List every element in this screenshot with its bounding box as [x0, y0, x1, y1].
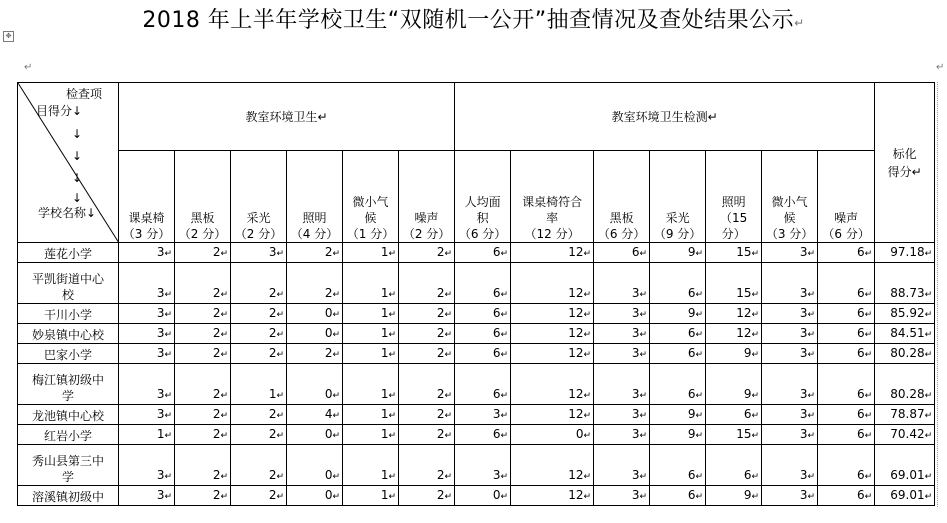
score-cell: 3↵ — [594, 324, 650, 344]
standardized-score-cell: 80.28↵ — [875, 344, 935, 364]
score-cell: 3↵ — [762, 445, 818, 486]
score-cell: 0↵ — [287, 364, 343, 405]
score-cell: 0↵ — [287, 486, 343, 506]
score-cell: 2↵ — [399, 364, 455, 405]
score-cell: 4↵ — [287, 405, 343, 425]
inspection-results-table — [17, 82, 935, 506]
score-cell: 3↵ — [594, 425, 650, 445]
score-cell: 1↵ — [343, 263, 399, 304]
standardized-score-cell: 84.51↵ — [875, 324, 935, 344]
table-row — [18, 364, 935, 405]
table-row — [18, 486, 935, 506]
score-cell: 2↵ — [399, 263, 455, 304]
score-cell: 3↵ — [119, 405, 175, 425]
school-name-cell: 平凯街道中心 校 — [18, 263, 119, 304]
score-cell: 2↵ — [231, 263, 287, 304]
score-cell: 3↵ — [594, 304, 650, 324]
score-cell: 9↵ — [650, 243, 706, 263]
score-cell: 3↵ — [119, 344, 175, 364]
score-cell: 6↵ — [706, 405, 762, 425]
paragraph-mark: ↵ — [936, 62, 945, 73]
score-cell: 2↵ — [231, 304, 287, 324]
table-row — [18, 304, 935, 324]
score-cell: 3↵ — [594, 486, 650, 506]
school-name-cell: 干川小学 — [18, 304, 119, 324]
score-cell: 12↵ — [511, 263, 594, 304]
score-cell: 2↵ — [287, 243, 343, 263]
score-cell: 12↵ — [511, 304, 594, 324]
score-cell: 6↵ — [650, 364, 706, 405]
score-cell: 2↵ — [175, 344, 231, 364]
column-header: 课桌椅符合 率 （12 分） — [511, 151, 594, 243]
score-cell: 15↵ — [706, 243, 762, 263]
table-move-handle-icon[interactable]: ✥ — [3, 31, 14, 42]
standardized-score-cell: 85.92↵ — [875, 304, 935, 324]
column-header: 照明 （4 分） — [287, 151, 343, 243]
score-cell: 1↵ — [343, 486, 399, 506]
score-cell: 12↵ — [511, 243, 594, 263]
standardized-score-cell: 97.18↵ — [875, 243, 935, 263]
standardized-score-cell: 70.42↵ — [875, 425, 935, 445]
score-cell: 0↵ — [455, 486, 511, 506]
score-cell: 3↵ — [762, 263, 818, 304]
score-cell: 2↵ — [399, 445, 455, 486]
score-cell: 6↵ — [455, 425, 511, 445]
score-cell: 9↵ — [650, 425, 706, 445]
score-cell: 6↵ — [818, 263, 875, 304]
score-cell: 2↵ — [231, 425, 287, 445]
school-name-cell: 莲花小学 — [18, 243, 119, 263]
school-name-cell: 巴家小学 — [18, 344, 119, 364]
score-cell: 2↵ — [399, 405, 455, 425]
column-header: 采光 （9 分） — [650, 151, 706, 243]
score-cell: 3↵ — [119, 445, 175, 486]
score-cell: 9↵ — [650, 405, 706, 425]
score-cell: 6↵ — [818, 425, 875, 445]
score-cell: 12↵ — [511, 344, 594, 364]
score-cell: 3↵ — [762, 304, 818, 324]
score-cell: 12↵ — [511, 445, 594, 486]
score-cell: 6↵ — [455, 364, 511, 405]
table-row — [18, 445, 935, 486]
score-cell: 12↵ — [511, 486, 594, 506]
page-margin-marks — [937, 82, 941, 507]
score-cell: 3↵ — [762, 364, 818, 405]
column-header: 噪声 （6 分） — [818, 151, 875, 243]
school-name-cell: 红岩小学 — [18, 425, 119, 445]
score-cell: 1↵ — [343, 344, 399, 364]
score-cell: 2↵ — [231, 344, 287, 364]
score-cell: 2↵ — [175, 304, 231, 324]
column-header: 微小气 候 （3 分） — [762, 151, 818, 243]
score-cell: 6↵ — [650, 324, 706, 344]
score-cell: 1↵ — [343, 364, 399, 405]
score-cell: 2↵ — [399, 425, 455, 445]
score-cell: 3↵ — [119, 304, 175, 324]
table-row — [18, 405, 935, 425]
score-cell: 3↵ — [231, 243, 287, 263]
score-cell: 2↵ — [175, 364, 231, 405]
score-cell: 2↵ — [175, 324, 231, 344]
score-cell: 6↵ — [818, 445, 875, 486]
score-cell: 3↵ — [119, 263, 175, 304]
score-cell: 0↵ — [287, 304, 343, 324]
score-cell: 2↵ — [399, 486, 455, 506]
score-cell: 12↵ — [706, 304, 762, 324]
table-row — [18, 425, 935, 445]
score-cell: 3↵ — [594, 263, 650, 304]
score-cell: 6↵ — [455, 243, 511, 263]
score-cell: 9↵ — [706, 486, 762, 506]
score-cell: 6↵ — [650, 486, 706, 506]
score-cell: 6↵ — [650, 445, 706, 486]
score-cell: 3↵ — [119, 364, 175, 405]
column-header: 采光 （2 分） — [231, 151, 287, 243]
score-cell: 6↵ — [818, 243, 875, 263]
school-name-cell: 溶溪镇初级中 — [18, 486, 119, 506]
score-cell: 6↵ — [650, 344, 706, 364]
score-cell: 2↵ — [231, 405, 287, 425]
score-cell: 6↵ — [818, 405, 875, 425]
score-cell: 6↵ — [455, 324, 511, 344]
score-cell: 15↵ — [706, 425, 762, 445]
score-cell: 3↵ — [762, 243, 818, 263]
score-cell: 3↵ — [594, 344, 650, 364]
score-cell: 2↵ — [287, 263, 343, 304]
score-cell: 1↵ — [343, 405, 399, 425]
standardized-score-cell: 69.01↵ — [875, 445, 935, 486]
score-cell: 15↵ — [706, 263, 762, 304]
score-cell: 9↵ — [706, 344, 762, 364]
score-cell: 12↵ — [511, 324, 594, 344]
corner-school-label: 学校名称↓ — [38, 206, 97, 220]
score-cell: 2↵ — [175, 486, 231, 506]
score-cell: 1↵ — [231, 364, 287, 405]
score-cell: 0↵ — [287, 425, 343, 445]
table-row — [18, 263, 935, 304]
paragraph-mark: ↵ — [794, 16, 805, 30]
score-cell: 2↵ — [175, 405, 231, 425]
score-cell: 3↵ — [119, 243, 175, 263]
group-header-classroom-testing: 教室环境卫生检测↵ — [455, 83, 875, 151]
paragraph-mark: ↵ — [24, 62, 33, 73]
score-cell: 0↵ — [287, 324, 343, 344]
score-cell: 2↵ — [231, 445, 287, 486]
school-name-cell: 梅江镇初级中 学 — [18, 364, 119, 405]
score-cell: 0↵ — [511, 425, 594, 445]
score-cell: 12↵ — [706, 324, 762, 344]
score-cell: 0↵ — [287, 445, 343, 486]
score-cell: 3↵ — [762, 486, 818, 506]
score-cell: 9↵ — [706, 364, 762, 405]
column-header: 课桌椅 （3 分） — [119, 151, 175, 243]
score-cell: 2↵ — [399, 304, 455, 324]
score-cell: 3↵ — [119, 486, 175, 506]
column-header: 微小气 候 （1 分） — [343, 151, 399, 243]
score-cell: 6↵ — [650, 263, 706, 304]
score-cell: 3↵ — [455, 405, 511, 425]
column-header: 黑板 （2 分） — [175, 151, 231, 243]
score-cell: 2↵ — [399, 324, 455, 344]
score-cell: 3↵ — [762, 324, 818, 344]
score-cell: 6↵ — [455, 304, 511, 324]
corner-item-label: 检查项 目得分↓ — [36, 87, 103, 118]
standardized-score-cell: 80.28↵ — [875, 364, 935, 405]
score-cell: 1↵ — [343, 425, 399, 445]
score-cell: 12↵ — [511, 405, 594, 425]
score-cell: 2↵ — [231, 486, 287, 506]
score-cell: 6↵ — [706, 445, 762, 486]
score-cell: 2↵ — [231, 324, 287, 344]
score-cell: 6↵ — [818, 324, 875, 344]
score-cell: 6↵ — [455, 344, 511, 364]
table-corner-header: 检查项 目得分↓ ↓ ↓ ↓ ↓ 学校名称↓ — [18, 83, 119, 243]
column-header: 黑板 （6 分） — [594, 151, 650, 243]
score-cell: 2↵ — [175, 263, 231, 304]
score-cell: 6↵ — [594, 243, 650, 263]
table-row — [18, 344, 935, 364]
score-cell: 1↵ — [343, 243, 399, 263]
score-cell: 2↵ — [399, 344, 455, 364]
score-cell: 3↵ — [762, 405, 818, 425]
column-header: 人均面 积 （6 分） — [455, 151, 511, 243]
column-header: 照明 （15 分） — [706, 151, 762, 243]
school-name-cell: 秀山县第三中 学 — [18, 445, 119, 486]
score-cell: 6↵ — [818, 344, 875, 364]
score-cell: 2↵ — [287, 344, 343, 364]
score-cell: 3↵ — [594, 364, 650, 405]
score-cell: 6↵ — [818, 486, 875, 506]
score-cell: 6↵ — [818, 304, 875, 324]
column-header: 噪声 （2 分） — [399, 151, 455, 243]
standardized-score-cell: 88.73↵ — [875, 263, 935, 304]
score-cell: 3↵ — [762, 425, 818, 445]
standardized-score-header: 标化 得分↵ — [875, 83, 935, 243]
score-cell: 6↵ — [818, 364, 875, 405]
score-cell: 2↵ — [175, 425, 231, 445]
score-cell: 6↵ — [455, 263, 511, 304]
score-cell: 3↵ — [594, 405, 650, 425]
score-cell: 3↵ — [455, 445, 511, 486]
score-cell: 1↵ — [343, 324, 399, 344]
score-cell: 1↵ — [343, 304, 399, 324]
score-cell: 2↵ — [175, 445, 231, 486]
score-cell: 1↵ — [343, 445, 399, 486]
table-row — [18, 243, 935, 263]
page-title: 2018 年上半年学校卫生“双随机一公开”抽查情况及查处结果公示↵ — [142, 8, 805, 33]
score-cell: 2↵ — [175, 243, 231, 263]
school-name-cell: 龙池镇中心校 — [18, 405, 119, 425]
score-cell: 12↵ — [511, 364, 594, 405]
score-cell: 3↵ — [762, 344, 818, 364]
score-cell: 9↵ — [650, 304, 706, 324]
group-header-classroom-hygiene: 教室环境卫生↵ — [119, 83, 455, 151]
school-name-cell: 妙泉镇中心校 — [18, 324, 119, 344]
standardized-score-cell: 78.87↵ — [875, 405, 935, 425]
score-cell: 3↵ — [594, 445, 650, 486]
score-cell: 1↵ — [119, 425, 175, 445]
score-cell: 3↵ — [119, 324, 175, 344]
table-row — [18, 324, 935, 344]
standardized-score-cell: 69.01↵ — [875, 486, 935, 506]
score-cell: 2↵ — [399, 243, 455, 263]
